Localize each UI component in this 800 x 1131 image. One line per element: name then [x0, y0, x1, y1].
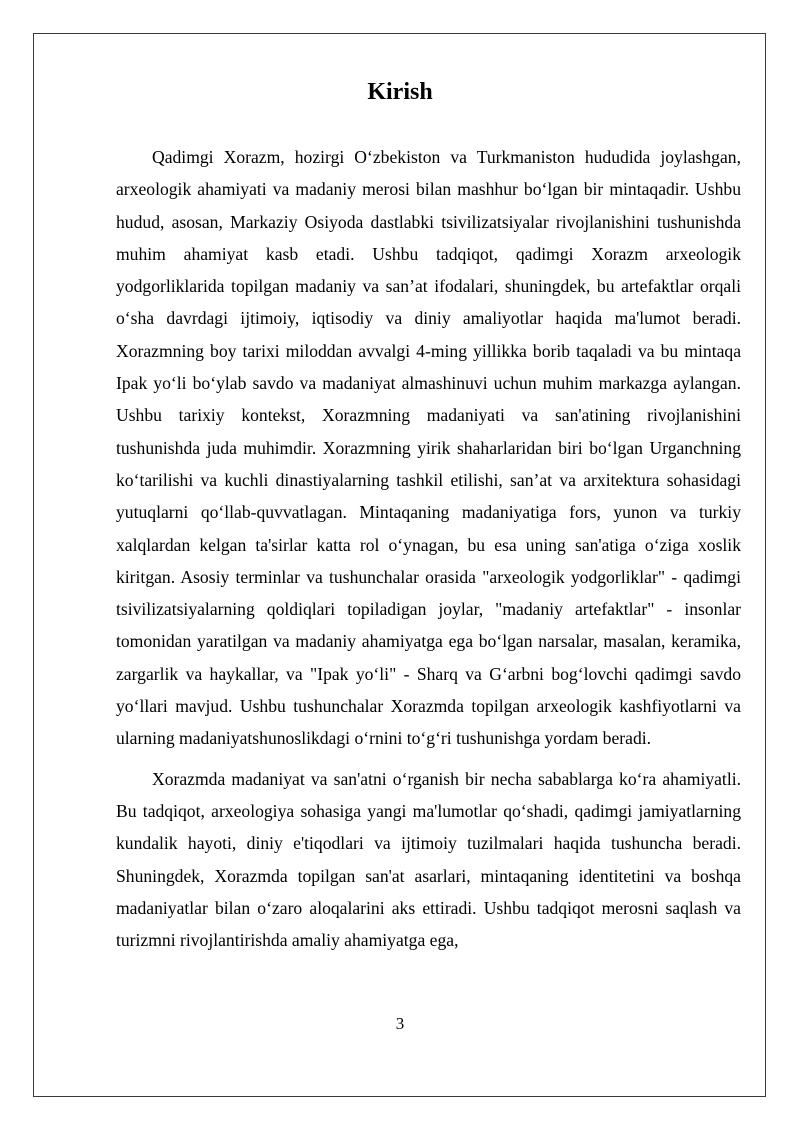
page-number: 3: [395, 1014, 405, 1033]
page-title: Kirish: [367, 79, 433, 105]
body-text: [116, 141, 741, 956]
paragraph-2: Xorazmda madaniyat va san'atni o‘rganish bir necha sabablarga ko‘ra ahamiyatli. Bu tadqiqot, arxeologiya sohasiga yangi ma'lumotlar qo‘shadi, qadimgi jamiyatlarning kundalik hayoti, diniy e'tiqodlari va ijtimoiy tuzilmalari haqida tushuncha beradi. Shuningdek, Xorazmda topilgan san'at asarlari, mintaqaning identitetini va boshqa madaniyatlar bilan o‘zaro aloqalarini aks ettiradi. Ushbu tadqiqot merosni saqlash va turizmni rivojlantirishda amaliy ahamiyatga ega,: [116, 768, 741, 951]
paragraph-1: Qadimgi Xorazm, hozirgi O‘zbekiston va Turkmaniston hududida joylashgan, arxeologik ahamiyati va madaniy merosi bilan mashhur bo‘lgan bir mintaqadir. Ushbu hudud, asosan, Markaziy Osiyoda dastlabki tsivilizatsiyalar rivojlanishini tushunishda muhim ahamiyat kasb etadi. Ushbu tadqiqot, qadimgi Xorazm arxeologik yodgorliklarida topilgan madaniy va san’at ifodalari, shuningdek, bu artefaktlar orqali o‘sha davrdagi ijtimoiy, iqtisodiy va diniy amaliyotlar haqida ma'lumot beradi. Xorazmning boy tarixi miloddan avvalgi 4-ming yillikka borib taqaladi va bu mintaqa Ipak yo‘li bo‘ylab savdo va madaniyat almashinuvi uchun muhim markazga aylangan. Ushbu tarixiy kontekst, Xorazmning madaniyati va san'atining rivojlanishini tushunishda juda muhimdir. Xorazmning yirik shaharlaridan biri bo‘lgan Urganchning ko‘tarilishi va kuchli dinastiyalarning tashkil etilishi, san’at va arxitektura sohasidagi yutuqlarni qo‘llab-quvvatlagan. Mintaqaning madaniyatiga fors, yunon va turkiy xalqlardan kelgan ta'sirlar katta rol o‘ynagan, bu esa uning san'atiga o‘ziga xoslik kiritgan. Asosiy terminlar va tushunchalar orasida "arxeologik yodgorliklar" - qadimgi tsivilizatsiyalarning qoldiqlari topiladigan joylar, "madaniy artefaktlar" - insonlar tomonidan yaratilgan va madaniy ahamiyatga ega bo‘lgan narsalar, masalan, keramika, zargarlik va haykallar, va "Ipak yo‘li" - Sharq va G‘arbni bog‘lovchi qadimgi savdo yo‘llari mavjud. Ushbu tushunchalar Xorazmda topilgan arxeologik kashfiyotlarni va ularning madaniyatshunoslikdagi o‘rnini to‘g‘ri tushunishga yordam beradi.: [116, 147, 741, 749]
